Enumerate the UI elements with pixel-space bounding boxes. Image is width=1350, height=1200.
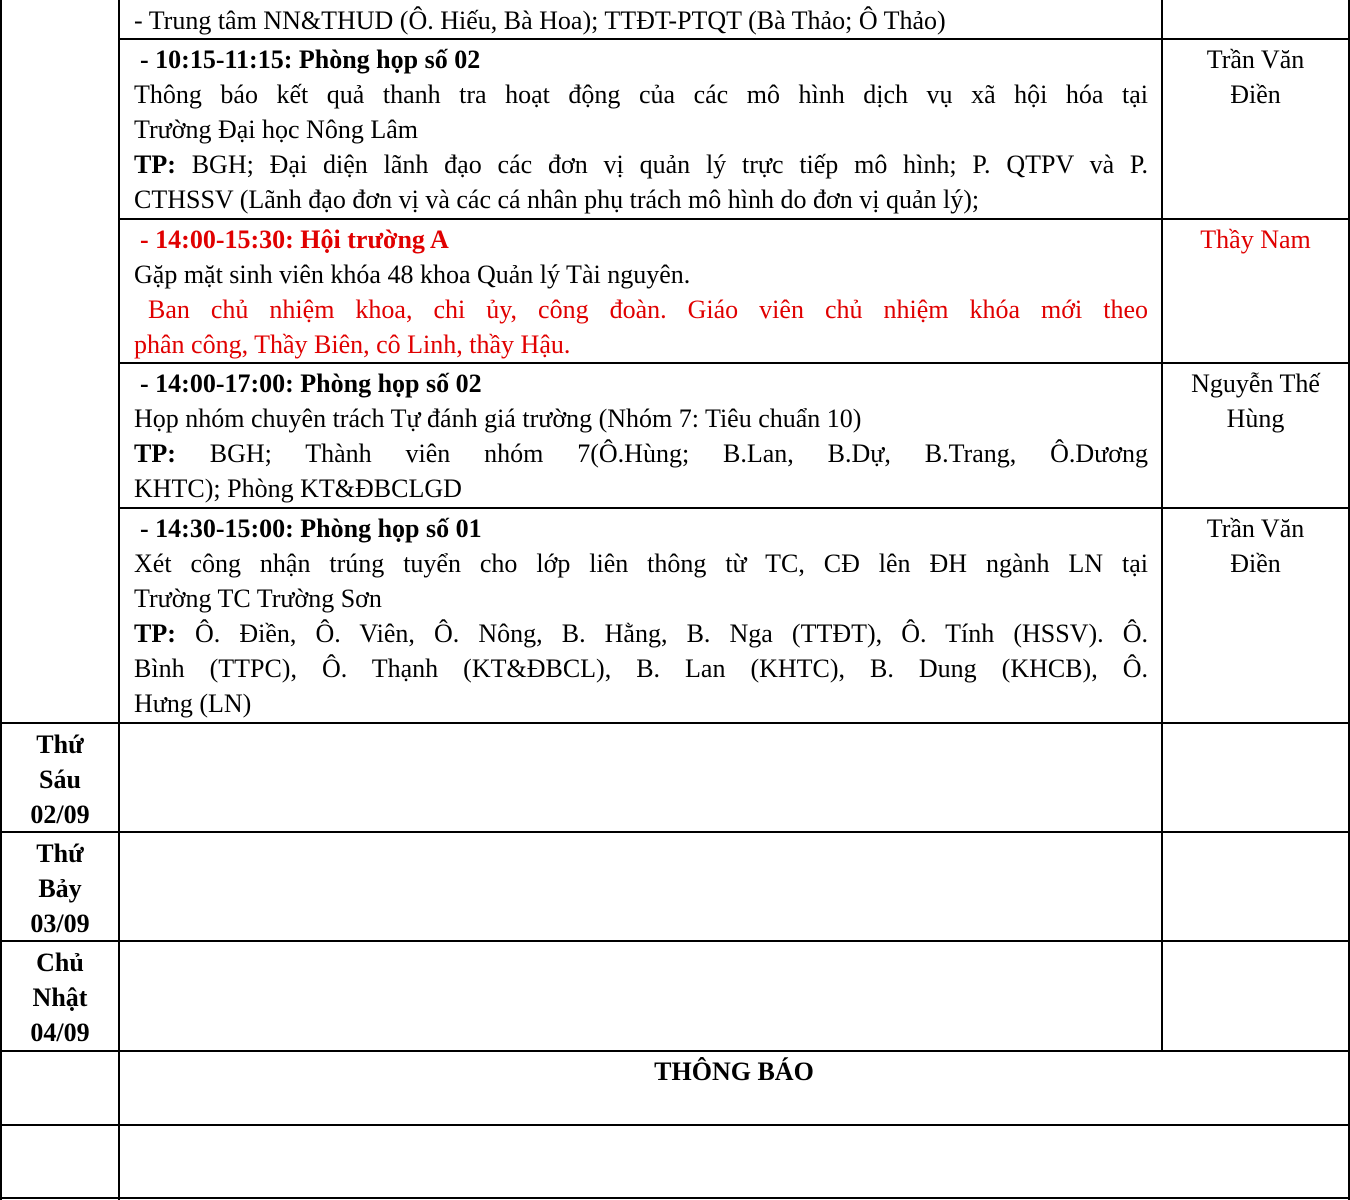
- participants-text: BGH; Đại diện lãnh đạo các đơn vị quản lý trực tiếp mô hình; P. QTPV và P.: [191, 150, 1149, 179]
- participants-text: Ô. Điền, Ô. Viên, Ô. Nông, B. Hằng, B. Nga (TTĐT), Ô. Tính (HSSV). Ô.: [195, 619, 1149, 648]
- event-time: - 14:30-15:00:: [140, 514, 294, 543]
- notice-title: THÔNG BÁO: [654, 1057, 814, 1086]
- row-divider: [118, 507, 1350, 509]
- border-col-1: [118, 0, 120, 1200]
- event-description: Họp nhóm chuyên trách Tự đánh giá trường (Nhóm 7: Tiêu chuẩn 10): [134, 404, 862, 433]
- event-time: - 14:00-17:00:: [140, 369, 294, 398]
- participants-label: TP:: [134, 439, 176, 468]
- event-participants: [134, 616, 1148, 651]
- event-description: Gặp mặt sinh viên khóa 48 khoa Quản lý Tài nguyên.: [134, 260, 691, 289]
- day-date: 03/09: [30, 909, 90, 938]
- day-date: 02/09: [30, 800, 90, 829]
- event-description: Trường TC Trường Sơn: [134, 584, 382, 613]
- event-participants: KHTC); Phòng KT&ĐBCLGD: [134, 474, 462, 503]
- row-divider: [0, 831, 1350, 833]
- event-participants: [134, 147, 1148, 182]
- row-divider: [0, 722, 1350, 724]
- event-participants: Hưng (LN): [134, 689, 252, 718]
- event-participants: [134, 436, 1148, 471]
- day-label: Sáu: [39, 765, 81, 794]
- row-divider: [118, 218, 1350, 220]
- event-heading: [140, 222, 449, 257]
- day-label: Chủ: [36, 948, 84, 977]
- event-description: Thông báo kết quả thanh tra hoạt động của các mô hình dịch vụ xã hội hóa tại: [134, 80, 1148, 109]
- event-place: Phòng họp số 02: [300, 369, 482, 398]
- event-participants: Bình (TTPC), Ô. Thạnh (KT&ĐBCL), B. Lan (KHTC), B. Dung (KHCB), Ô.: [134, 654, 1148, 683]
- event-heading: [140, 511, 482, 546]
- event-chair: Thầy Nam: [1200, 225, 1311, 254]
- event-chair: Trần Văn: [1206, 514, 1305, 543]
- event-description: Xét công nhận trúng tuyển cho lớp liên thông từ TC, CĐ lên ĐH ngành LN tại: [134, 549, 1148, 578]
- day-label: Thứ: [36, 839, 84, 868]
- event-chair: Điền: [1230, 549, 1281, 578]
- participants-label: TP:: [134, 150, 176, 179]
- event-description: Trường Đại học Nông Lâm: [134, 115, 418, 144]
- participants-label: TP:: [134, 619, 176, 648]
- event-note: Ban chủ nhiệm khoa, chi ủy, công đoàn. Giáo viên chủ nhiệm khóa mới theo: [148, 295, 1148, 324]
- border-bottom: [0, 1197, 1350, 1199]
- day-date: 04/09: [30, 1018, 90, 1047]
- event-place: Phòng họp số 01: [300, 514, 482, 543]
- row-divider: [0, 1124, 1350, 1126]
- event-chair: Trần Văn: [1206, 45, 1305, 74]
- event-heading: [140, 366, 482, 401]
- row-divider: [118, 38, 1350, 40]
- event-chair: Hùng: [1226, 404, 1285, 433]
- event-note: phân công, Thầy Biên, cô Linh, thầy Hậu.: [134, 330, 571, 359]
- event-time: - 14:00-15:30:: [140, 225, 294, 254]
- row-divider: [0, 1050, 1350, 1052]
- row-divider: [118, 362, 1350, 364]
- event-participants: CTHSSV (Lãnh đạo đơn vị và các cá nhân phụ trách mô hình do đơn vị quản lý);: [134, 185, 980, 214]
- event-chair: Nguyễn Thế: [1191, 369, 1320, 398]
- event-place: Phòng họp số 02: [298, 45, 481, 74]
- top-row-text: - Trung tâm NN&THUD (Ô. Hiếu, Bà Hoa); TTĐT-PTQT (Bà Thảo; Ô Thảo): [134, 6, 946, 35]
- event-place: Hội trường A: [300, 225, 449, 254]
- event-time: - 10:15-11:15:: [140, 45, 293, 74]
- day-label: Bảy: [38, 874, 82, 903]
- participants-text: BGH; Thành viên nhóm 7(Ô.Hùng; B.Lan, B.Dự, B.Trang, Ô.Dương: [209, 439, 1148, 468]
- day-label: Nhật: [32, 983, 88, 1012]
- event-heading: [140, 42, 480, 77]
- day-label: Thứ: [36, 730, 84, 759]
- event-chair: Điền: [1230, 80, 1281, 109]
- row-divider: [0, 940, 1350, 942]
